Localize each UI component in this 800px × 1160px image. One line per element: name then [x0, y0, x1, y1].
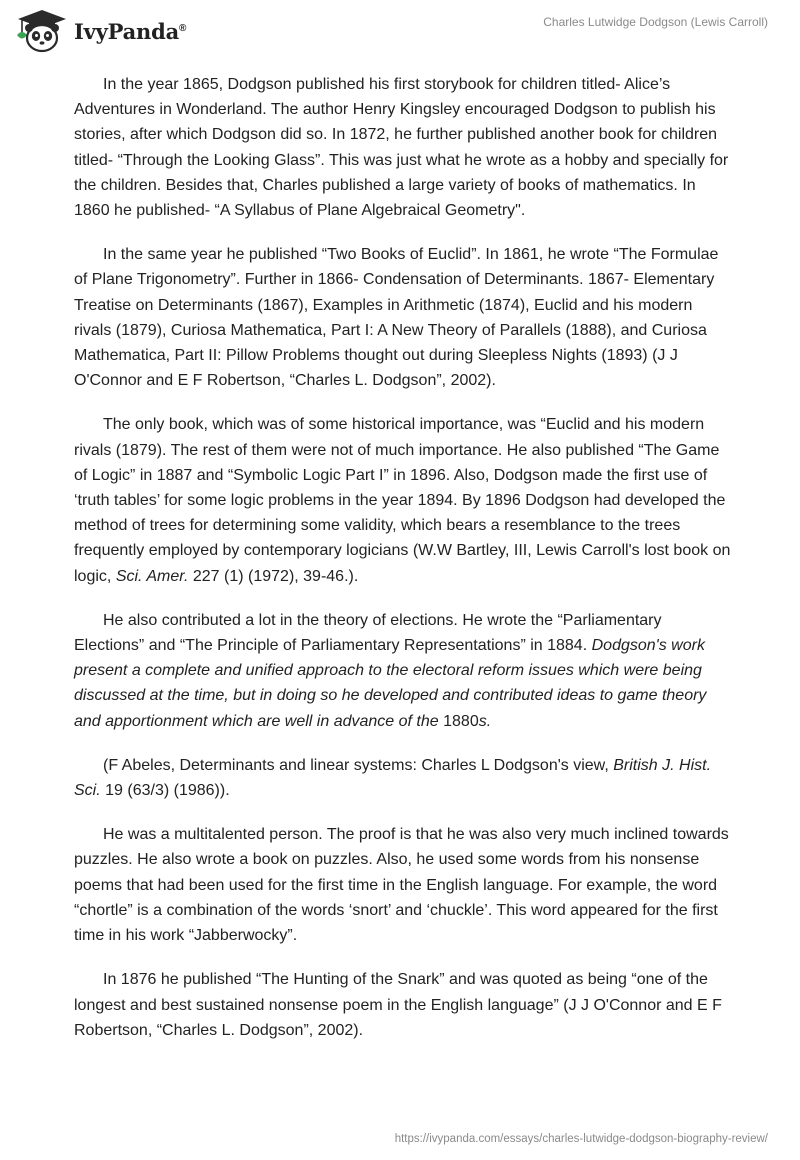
essay-body	[74, 72, 734, 1062]
paragraph-3: The only book, which was of some historical importance, was “Euclid and his modern rivals (1879). The rest of them were not of much importance. He also published “The Game of Logic” in 1887 and “Symbolic Logic Part I” in 1896. Also, Dodgson made the first use of ‘truth tables’ for some logic problems in the year 1894. By 1896 Dodgson had developed the method of trees for determining some validity, which bears a resemblance to the trees frequently employed by contemporary logicians (W.W Bartley, III, Lewis Carroll's lost book on logic, Sci. Amer. 227 (1) (1972), 39-46.).	[74, 416, 731, 585]
page-header	[0, 0, 800, 60]
paragraph-7: In 1876 he published “The Hunting of the Snark” and was quoted as being “one of the longest and best sustained nonsense poem in the English language” (J J O'Connor and E F Robertson, “Charles L. Dodgson”, 2002).	[74, 971, 722, 1039]
paragraph-5-citation: (F Abeles, Determinants and linear systems: Charles L Dodgson's view, British J. Hist. Sci. 19 (63/3) (1986)).	[74, 756, 712, 800]
paragraph-4: He also contributed a lot in the theory of elections. He wrote the “Parliamentary Elections” and “The Principle of Parliamentary Representations” in 1884. Dodgson's work present a complete and unified approach to the electoral reform issues which were being discussed at the time, but in doing so he developed and contributed ideas to game theory and apportionment which are well in advance of the 1880s.	[74, 611, 707, 730]
paragraph-6: He was a multitalented person. The proof is that he was also very much inclined towards puzzles. He also wrote a book on puzzles. Also, he used some words from his nonsense poems that had been used for the first time in the English language. For example, the word “chortle” is a combination of the words ‘snort’ and ‘chuckle’. This word appeared for the first time in his work “Jabberwocky”.	[74, 826, 729, 945]
brand-logo[interactable]	[12, 7, 186, 53]
brand-name: IvyPanda®	[74, 18, 187, 44]
document-title: Charles Lutwidge Dodgson (Lewis Carroll)	[543, 15, 768, 29]
source-url-link[interactable]: https://ivypanda.com/essays/charles-lutwidge-dodgson-biography-review/	[394, 1133, 768, 1145]
panda-graduate-icon	[12, 7, 68, 53]
paragraph-2: In the same year he published “Two Books of Euclid”. In 1861, he wrote “The Formulae of Plane Trigonometry”. Further in 1866- Condensation of Determinants. 1867- Elementary Treatise on Determinants (1867), Examples in Arithmetic (1874), Euclid and his modern rivals (1879), Curiosa Mathematica, Part I: A New Theory of Parallels (1888), and Curiosa Mathematica, Part II: Pillow Problems thought out during Sleepless Nights (1893) (J J O'Connor and E F Robertson, “Charles L. Dodgson”, 2002).	[74, 246, 719, 390]
paragraph-1: In the year 1865, Dodgson published his first storybook for children titled- Alice’s Adventures in Wonderland. The author Henry Kingsley encouraged Dodgson to publish his stories, after which Dodgson did so. In 1872, he further published another book for children titled- “Through the Looking Glass”. This was just what he wrote as a hobby and specially for the children. Besides that, Charles published a large variety of books of mathematics. In 1860 he published- “A Syllabus of Plane Algebraical Geometry".	[74, 76, 729, 220]
